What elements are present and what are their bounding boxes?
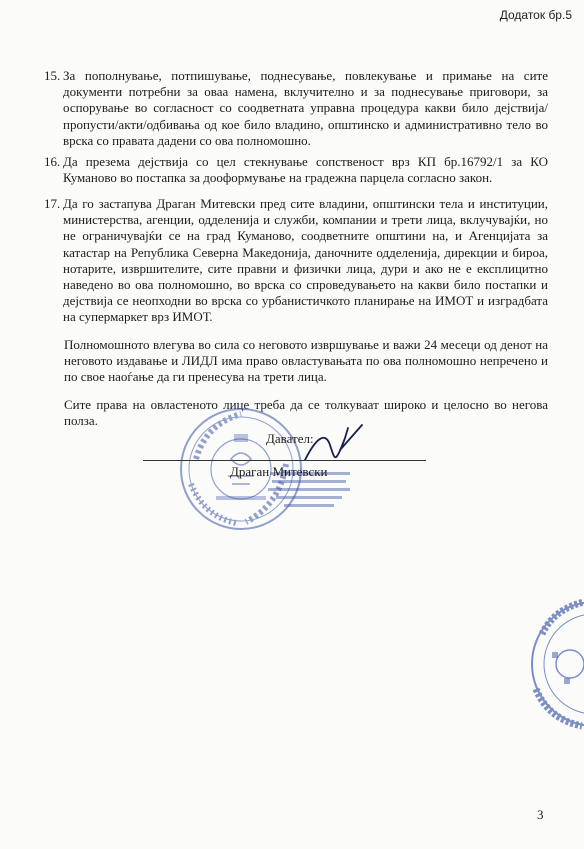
rights-paragraph: Сите права на овластеното лице треба да се толкуваат широко и целосно во негова полза.: [64, 397, 548, 429]
validity-paragraph: Полномошното влегува во сила со неговото извршување и важи 24 месеци од денот на неговото издавање и ЛИДЛ има право овластувањата по ова полномошно непречено и по свое наоѓање да ги пренесува на трети лица.: [64, 337, 548, 385]
signatory-name: Драган Митевски: [230, 464, 328, 479]
signature-label: Давател:: [266, 431, 314, 446]
item-text: Да го застапува Драган Митевски пред сите владини, општински тела и институции, министерства, агенции, одделенија и служби, компании и трети лица, вклучувајќи, но не ограничувајќи се на град Куманово, соодветните општини на, и Агенцијата за катастар на Република Северна Македонија, даночните одделенија, дирекции и бироа, нотарите, извршителите, сите правни и физички лица, дури и ако не е експлицитно наведено во ова полномошно, во врска со спроведувањето на какви било постапки и дејствија се неопходни во врска со урбанистичкото планирање на ИМОТ и изградбата на супермаркет врз ИМОТ.: [63, 196, 548, 325]
round-seal-partial-icon: [524, 594, 584, 734]
item-number: 15.: [44, 68, 61, 83]
list-item-17: [44, 196, 548, 330]
list-item-16: [44, 154, 548, 188]
page-number: 3: [537, 807, 544, 822]
list-item-15: [44, 68, 548, 152]
signature-line: [143, 460, 426, 461]
item-number: 17.: [44, 196, 61, 211]
header-annex-label: Додаток бр.5: [499, 8, 572, 22]
item-number: 16.: [44, 154, 61, 169]
item-text: Да презема дејствија со цел стекнување сопственост врз КП бр.16792/1 за КО Куманово во постапка за дооформување на градежна парцела согласно закон.: [63, 154, 548, 186]
item-text: За пополнување, потпишување, поднесување, повлекување и примање на сите документи потребни за оваа намена, вклучително и за поднесување приговори, за оспорување во согласност со соодветната управна процедура какви било дејствија/пропусти/акти/одбивања од кое било владино, општинско и административно тело во врска со правата дадени со ова полномошно.: [63, 68, 548, 148]
